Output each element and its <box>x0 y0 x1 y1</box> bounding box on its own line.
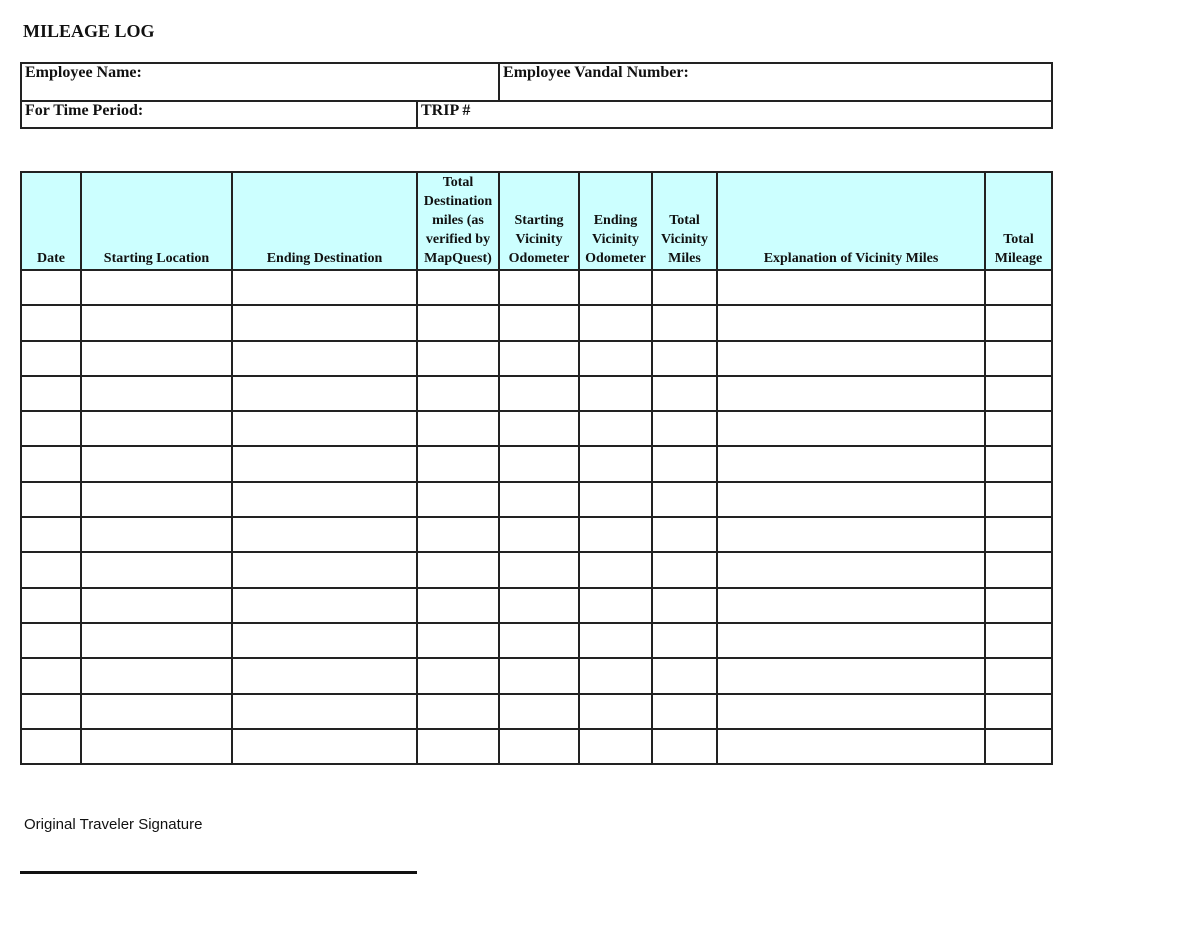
table-cell[interactable] <box>499 729 579 764</box>
table-cell[interactable] <box>579 270 652 305</box>
table-row <box>21 658 1052 693</box>
table-row <box>21 376 1052 411</box>
column-header: Total Vicinity Miles <box>652 172 717 270</box>
table-cell[interactable] <box>232 658 417 693</box>
table-cell[interactable] <box>579 305 652 340</box>
table-cell[interactable] <box>717 552 985 587</box>
table-cell[interactable] <box>717 305 985 340</box>
table-cell[interactable] <box>717 658 985 693</box>
table-cell[interactable] <box>579 694 652 729</box>
table-row <box>21 552 1052 587</box>
table-cell[interactable] <box>499 376 579 411</box>
table-cell[interactable] <box>985 482 1052 517</box>
table-cell[interactable] <box>579 588 652 623</box>
table-cell[interactable] <box>21 658 81 693</box>
table-cell[interactable] <box>499 623 579 658</box>
table-row <box>21 694 1052 729</box>
table-cell[interactable] <box>21 270 81 305</box>
table-cell[interactable] <box>81 411 232 446</box>
table-cell[interactable] <box>232 729 417 764</box>
signature-label: Original Traveler Signature <box>24 816 203 833</box>
table-cell[interactable] <box>499 411 579 446</box>
table-cell[interactable] <box>232 411 417 446</box>
table-cell[interactable] <box>579 552 652 587</box>
table-cell[interactable] <box>717 623 985 658</box>
employee-name-label: Employee Name: <box>25 64 142 81</box>
table-cell[interactable] <box>717 376 985 411</box>
table-cell[interactable] <box>717 482 985 517</box>
table-cell[interactable] <box>652 411 717 446</box>
table-cell[interactable] <box>21 517 81 552</box>
table-cell[interactable] <box>81 305 232 340</box>
table-cell[interactable] <box>652 729 717 764</box>
table-cell[interactable] <box>717 411 985 446</box>
table-cell[interactable] <box>417 517 499 552</box>
table-cell[interactable] <box>81 729 232 764</box>
table-cell[interactable] <box>21 623 81 658</box>
table-cell[interactable] <box>21 552 81 587</box>
table-cell[interactable] <box>81 270 232 305</box>
vandal-number-field[interactable] <box>499 63 1052 101</box>
table-cell[interactable] <box>985 517 1052 552</box>
table-cell[interactable] <box>417 411 499 446</box>
table-cell[interactable] <box>21 305 81 340</box>
time-period-label: For Time Period: <box>25 102 144 119</box>
table-cell[interactable] <box>985 658 1052 693</box>
employee-info-table <box>20 62 1053 129</box>
table-cell[interactable] <box>81 482 232 517</box>
table-cell[interactable] <box>81 376 232 411</box>
table-cell[interactable] <box>652 270 717 305</box>
table-cell[interactable] <box>81 588 232 623</box>
table-row <box>21 588 1052 623</box>
table-row <box>21 305 1052 340</box>
table-cell[interactable] <box>579 411 652 446</box>
page-title: MILEAGE LOG <box>23 21 155 41</box>
table-cell[interactable] <box>985 411 1052 446</box>
table-cell[interactable] <box>717 446 985 481</box>
table-cell[interactable] <box>417 694 499 729</box>
table-cell[interactable] <box>499 552 579 587</box>
column-header: Ending Vicinity Odometer <box>579 172 652 270</box>
table-row <box>21 411 1052 446</box>
table-cell[interactable] <box>232 517 417 552</box>
table-cell[interactable] <box>21 411 81 446</box>
vandal-number-label: Employee Vandal Number: <box>503 64 689 81</box>
table-cell[interactable] <box>652 694 717 729</box>
table-cell[interactable] <box>717 729 985 764</box>
table-cell[interactable] <box>499 517 579 552</box>
table-cell[interactable] <box>652 658 717 693</box>
table-cell[interactable] <box>417 305 499 340</box>
table-cell[interactable] <box>499 482 579 517</box>
table-cell[interactable] <box>985 729 1052 764</box>
table-cell[interactable] <box>81 517 232 552</box>
table-row <box>21 446 1052 481</box>
table-cell[interactable] <box>579 658 652 693</box>
table-row <box>21 623 1052 658</box>
table-cell[interactable] <box>232 270 417 305</box>
table-cell[interactable] <box>985 305 1052 340</box>
table-cell[interactable] <box>417 729 499 764</box>
signature-line[interactable] <box>20 871 417 874</box>
table-cell[interactable] <box>81 658 232 693</box>
trip-field[interactable] <box>417 101 1052 128</box>
table-cell[interactable] <box>81 694 232 729</box>
table-cell[interactable] <box>579 517 652 552</box>
table-cell[interactable] <box>985 376 1052 411</box>
table-cell[interactable] <box>417 341 499 376</box>
table-cell[interactable] <box>985 623 1052 658</box>
table-cell[interactable] <box>579 482 652 517</box>
table-row <box>21 341 1052 376</box>
table-cell[interactable] <box>499 658 579 693</box>
table-cell[interactable] <box>499 341 579 376</box>
table-cell[interactable] <box>232 694 417 729</box>
table-cell[interactable] <box>652 305 717 340</box>
column-header: Starting Location <box>81 172 232 270</box>
table-cell[interactable] <box>652 588 717 623</box>
table-cell[interactable] <box>232 446 417 481</box>
table-cell[interactable] <box>21 482 81 517</box>
table-cell[interactable] <box>21 376 81 411</box>
table-row <box>21 729 1052 764</box>
column-header: Explanation of Vicinity Miles <box>717 172 985 270</box>
table-cell[interactable] <box>579 729 652 764</box>
table-cell[interactable] <box>499 305 579 340</box>
employee-name-field[interactable] <box>21 63 499 101</box>
column-header: Date <box>21 172 81 270</box>
table-cell[interactable] <box>232 588 417 623</box>
table-cell[interactable] <box>717 694 985 729</box>
table-cell[interactable] <box>417 588 499 623</box>
table-cell[interactable] <box>21 729 81 764</box>
table-cell[interactable] <box>81 446 232 481</box>
table-cell[interactable] <box>985 694 1052 729</box>
table-cell[interactable] <box>417 482 499 517</box>
table-row <box>21 270 1052 305</box>
table-cell[interactable] <box>21 341 81 376</box>
table-cell[interactable] <box>232 305 417 340</box>
table-cell[interactable] <box>579 376 652 411</box>
table-cell[interactable] <box>81 341 232 376</box>
column-header: Total Mileage <box>985 172 1052 270</box>
table-cell[interactable] <box>499 694 579 729</box>
table-cell[interactable] <box>985 446 1052 481</box>
table-cell[interactable] <box>652 517 717 552</box>
table-row <box>21 482 1052 517</box>
table-cell[interactable] <box>417 446 499 481</box>
table-cell[interactable] <box>717 270 985 305</box>
table-cell[interactable] <box>652 482 717 517</box>
table-cell[interactable] <box>232 482 417 517</box>
table-cell[interactable] <box>652 376 717 411</box>
table-cell[interactable] <box>985 270 1052 305</box>
table-cell[interactable] <box>499 270 579 305</box>
table-cell[interactable] <box>232 623 417 658</box>
table-row <box>21 517 1052 552</box>
table-cell[interactable] <box>717 517 985 552</box>
table-cell[interactable] <box>417 270 499 305</box>
table-cell[interactable] <box>232 376 417 411</box>
table-cell[interactable] <box>579 341 652 376</box>
table-cell[interactable] <box>81 623 232 658</box>
table-cell[interactable] <box>499 446 579 481</box>
trip-label: TRIP # <box>421 102 471 119</box>
column-header: Ending Destination <box>232 172 417 270</box>
time-period-field[interactable] <box>21 101 417 128</box>
table-cell[interactable] <box>717 341 985 376</box>
table-cell[interactable] <box>232 341 417 376</box>
table-cell[interactable] <box>417 552 499 587</box>
table-cell[interactable] <box>579 623 652 658</box>
table-cell[interactable] <box>652 552 717 587</box>
table-cell[interactable] <box>417 376 499 411</box>
table-cell[interactable] <box>579 446 652 481</box>
mileage-log-table <box>20 171 1053 765</box>
column-header: Total Destination miles (as verified by MapQuest) <box>417 172 499 270</box>
table-cell[interactable] <box>499 588 579 623</box>
table-cell[interactable] <box>985 552 1052 587</box>
column-header: Starting Vicinity Odometer <box>499 172 579 270</box>
table-cell[interactable] <box>21 588 81 623</box>
table-cell[interactable] <box>21 694 81 729</box>
table-cell[interactable] <box>21 446 81 481</box>
table-cell[interactable] <box>985 341 1052 376</box>
table-cell[interactable] <box>81 552 232 587</box>
table-cell[interactable] <box>652 341 717 376</box>
table-cell[interactable] <box>417 658 499 693</box>
table-cell[interactable] <box>652 623 717 658</box>
table-cell[interactable] <box>717 588 985 623</box>
table-cell[interactable] <box>652 446 717 481</box>
table-cell[interactable] <box>417 623 499 658</box>
table-cell[interactable] <box>232 552 417 587</box>
table-cell[interactable] <box>985 588 1052 623</box>
